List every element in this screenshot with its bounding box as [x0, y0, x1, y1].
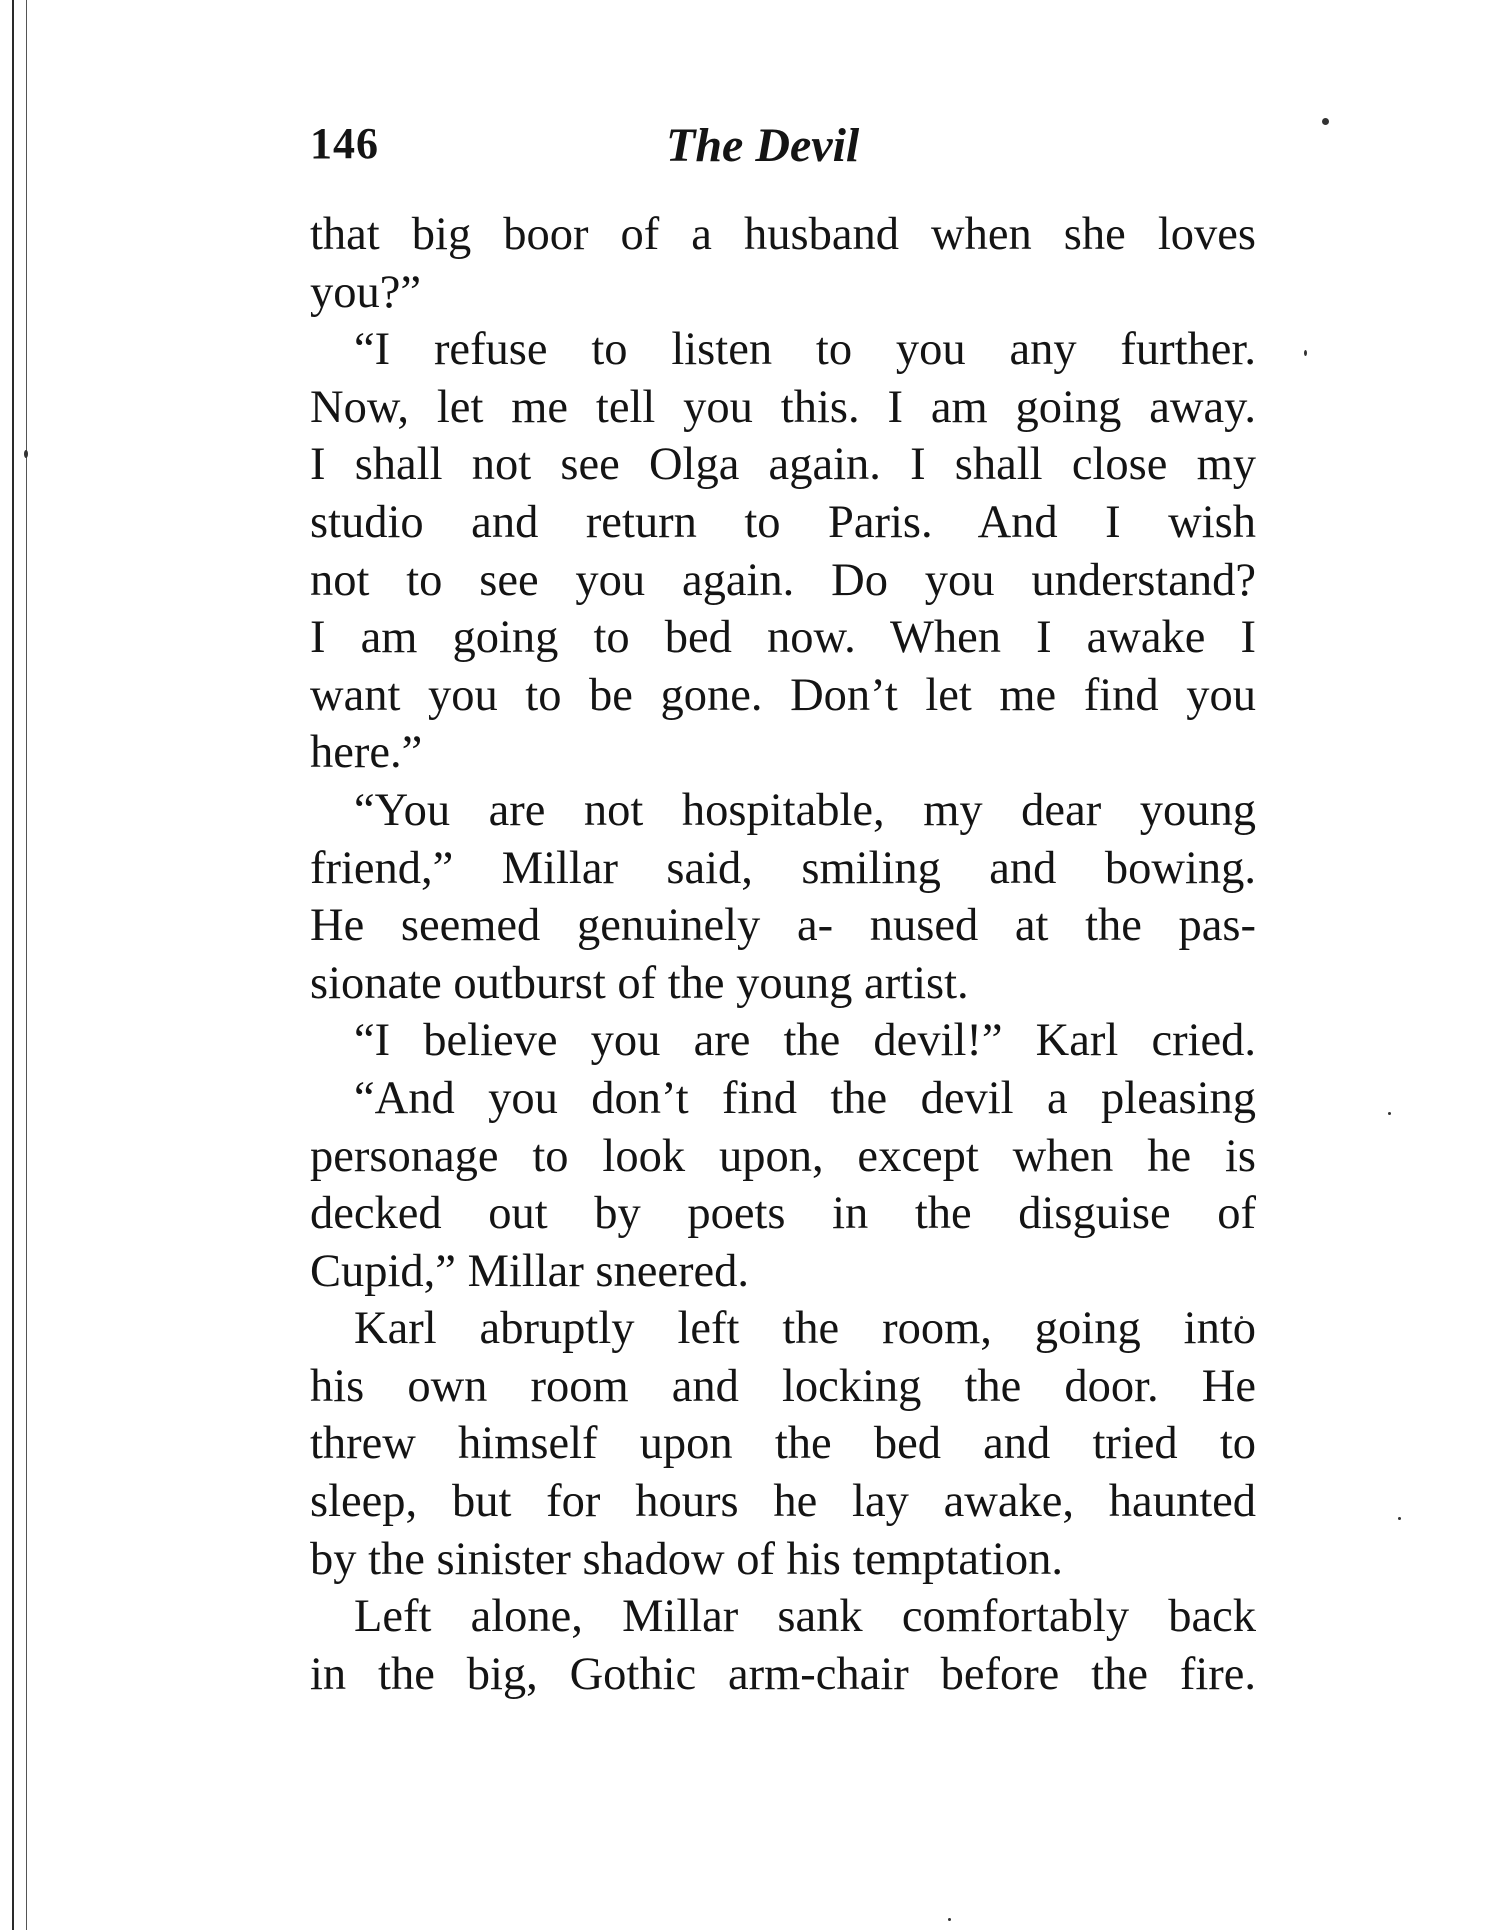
text-line: friend,” Millar said, smiling and bowing. — [310, 842, 1256, 894]
scan-speck — [948, 1918, 951, 1921]
scan-speck — [1322, 118, 1329, 125]
scan-speck — [1304, 350, 1307, 356]
text-line: his own room and locking the door. He — [310, 1360, 1256, 1412]
text-line: I shall not see Olga again. I shall close my — [310, 439, 1256, 491]
scan-speck — [1398, 1517, 1401, 1520]
scan-edge-line — [12, 0, 14, 1930]
text-line: threw himself upon the bed and tried to — [310, 1418, 1256, 1470]
text-line: that big boor of a husband when she loves — [310, 209, 1256, 260]
text-line: “I refuse to listen to you any further. — [354, 324, 1256, 376]
text-line: “And you don’t find the devil a pleasing — [354, 1072, 1256, 1124]
text-line: He seemed genuinely a- nused at the pas- — [310, 900, 1256, 952]
text-line: not to see you again. Do you understand? — [310, 554, 1256, 606]
text-line: sionate outburst of the young artist. — [310, 957, 969, 1009]
text-line: “I believe you are the devil!” Karl cried. — [354, 1015, 1256, 1067]
text-line: sleep, but for hours he lay awake, haunted — [310, 1476, 1256, 1528]
text-line: personage to look upon, except when he is — [310, 1130, 1256, 1182]
text-line: decked out by poets in the disguise of — [310, 1188, 1256, 1240]
scan-speck — [24, 450, 28, 458]
text-line: Karl abruptly left the room, going into — [354, 1303, 1256, 1355]
text-line: studio and return to Paris. And I wish — [310, 496, 1256, 548]
scan-speck — [1388, 1112, 1391, 1115]
running-title: The Devil — [666, 119, 860, 172]
text-line: Cupid,” Millar sneered. — [310, 1245, 750, 1297]
text-line: I am going to bed now. When I awake I — [310, 612, 1256, 664]
text-line: in the big, Gothic arm-chair before the fire. — [310, 1648, 1256, 1700]
text-line: here.” — [310, 727, 423, 779]
text-line: “You are not hospitable, my dear young — [354, 784, 1256, 836]
scan-edge-line-inner — [26, 0, 27, 1930]
text-line: you?” — [310, 266, 422, 318]
text-line: Left alone, Millar sank comfortably back — [354, 1591, 1256, 1643]
body-text — [310, 206, 1256, 1703]
page-number: 146 — [310, 119, 379, 168]
text-line: by the sinister shadow of his temptation. — [310, 1533, 1063, 1585]
text-line: Now, let me tell you this. I am going away. — [310, 381, 1256, 433]
page-header — [310, 118, 1260, 178]
text-line: want you to be gone. Don’t let me find you — [310, 669, 1256, 721]
